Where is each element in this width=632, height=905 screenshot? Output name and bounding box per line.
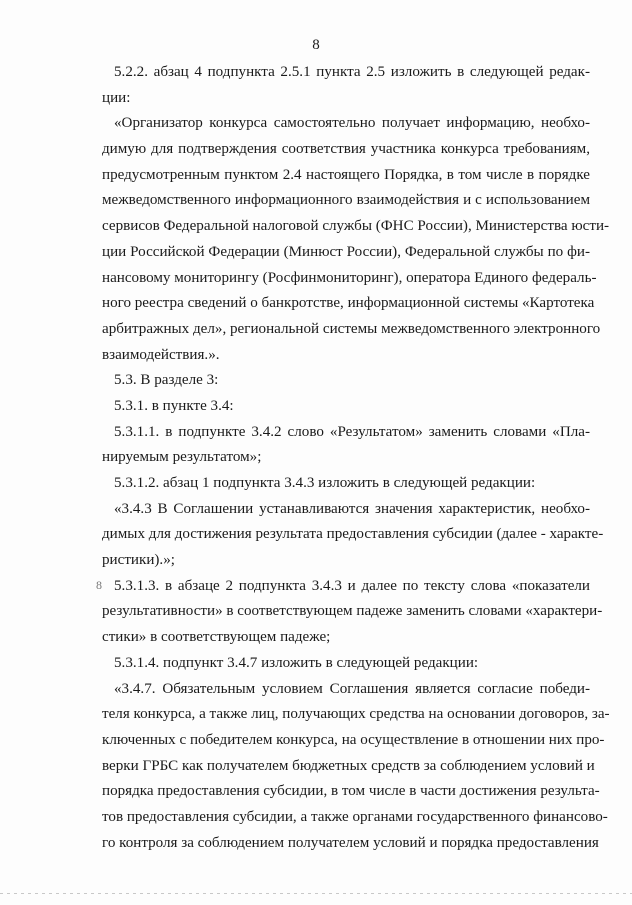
- text-line: результативности» в соответствующем падеже заменить словами «характери-: [102, 603, 603, 620]
- footer-dotted-line: [0, 893, 632, 894]
- text-line: верки ГРБС как получателем бюджетных средств за соблюдением условий и: [102, 757, 595, 774]
- text-line: ного реестра сведений о банкротстве, информационной системы «Картотека: [102, 295, 595, 312]
- text-line: ристики).»;: [102, 552, 175, 569]
- text-line: 5.3.1.4. подпункт 3.4.7 изложить в следующей редакции:: [114, 654, 479, 671]
- paragraph: [114, 651, 590, 677]
- text-line: сервисов Федеральной налоговой службы (ФНС России), Министерства юсти-: [102, 218, 610, 235]
- text-line: тов предоставления субсидии, а также органами государственного финансово-: [102, 808, 608, 825]
- text-line: нансовому мониторингу (Росфинмониторинг), оператора Единого федераль-: [102, 269, 597, 286]
- text-line: 5.3.1. в пункте 3.4:: [114, 397, 234, 414]
- document-body: [102, 60, 610, 856]
- paragraph: [102, 111, 610, 368]
- text-line: ции:: [102, 89, 131, 106]
- margin-mark: 8: [96, 578, 102, 592]
- text-line: 5.3.1.1. в подпункте 3.4.2 слово «Результатом» заменить словами «Пла-: [114, 423, 590, 440]
- paragraph: [114, 471, 590, 497]
- text-line: димую для подтверждения соответствия участника конкурса требованиям,: [102, 141, 590, 158]
- paragraph: [102, 60, 590, 111]
- paragraph: [102, 420, 590, 471]
- text-line: 5.2.2. абзац 4 подпункта 2.5.1 пункта 2.5 изложить в следующей редак-: [114, 64, 590, 80]
- text-line: ции Российской Федерации (Минюст России), Федеральной службы по фи-: [102, 243, 590, 260]
- page-number: 8: [312, 37, 320, 53]
- text-line: «Организатор конкурса самостоятельно получает информацию, необхо-: [114, 115, 590, 132]
- text-line: «3.4.3 В Соглашении устанавливаются значения характеристик, необхо-: [114, 500, 590, 517]
- text-line: арбитражных дел», региональной системы межведомственного электронного: [102, 320, 601, 337]
- text-line: нируемым результатом»;: [102, 449, 262, 466]
- text-line: порядка предоставления субсидии, в том числе в части достижения результа-: [102, 783, 600, 800]
- text-line: 5.3. В разделе 3:: [114, 372, 219, 389]
- text-line: стики» в соответствующем падеже;: [102, 629, 331, 646]
- paragraph: [102, 574, 603, 651]
- text-line: 5.3.1.2. абзац 1 подпункта 3.4.3 изложить в следующей редакции:: [114, 475, 536, 491]
- paragraph: [114, 394, 590, 420]
- text-line: ключенных с победителем конкурса, на осуществление в отношении них про-: [102, 731, 605, 748]
- text-line: взаимодействия.».: [102, 346, 220, 363]
- text-line: предусмотренным пунктом 2.4 настоящего Порядка, в том числе в порядке: [102, 166, 590, 183]
- text-line: 5.3.1.3. в абзаце 2 подпункта 3.4.3 и далее по тексту слова «показатели: [114, 577, 590, 594]
- text-line: димых для достижения результата предоставления субсидии (далее - характе-: [102, 526, 604, 543]
- paragraph: [102, 497, 604, 574]
- text-line: го контроля за соблюдением получателем условий и порядка предоставления: [102, 834, 599, 851]
- paragraph: [114, 368, 590, 394]
- text-line: межведомственного информационного взаимодействия и с использованием: [102, 192, 590, 209]
- paragraph: [102, 677, 610, 857]
- text-line: теля конкурса, а также лиц, получающих средства на основании договоров, за-: [102, 706, 610, 723]
- text-line: «3.4.7. Обязательным условием Соглашения является согласие победи-: [114, 680, 590, 697]
